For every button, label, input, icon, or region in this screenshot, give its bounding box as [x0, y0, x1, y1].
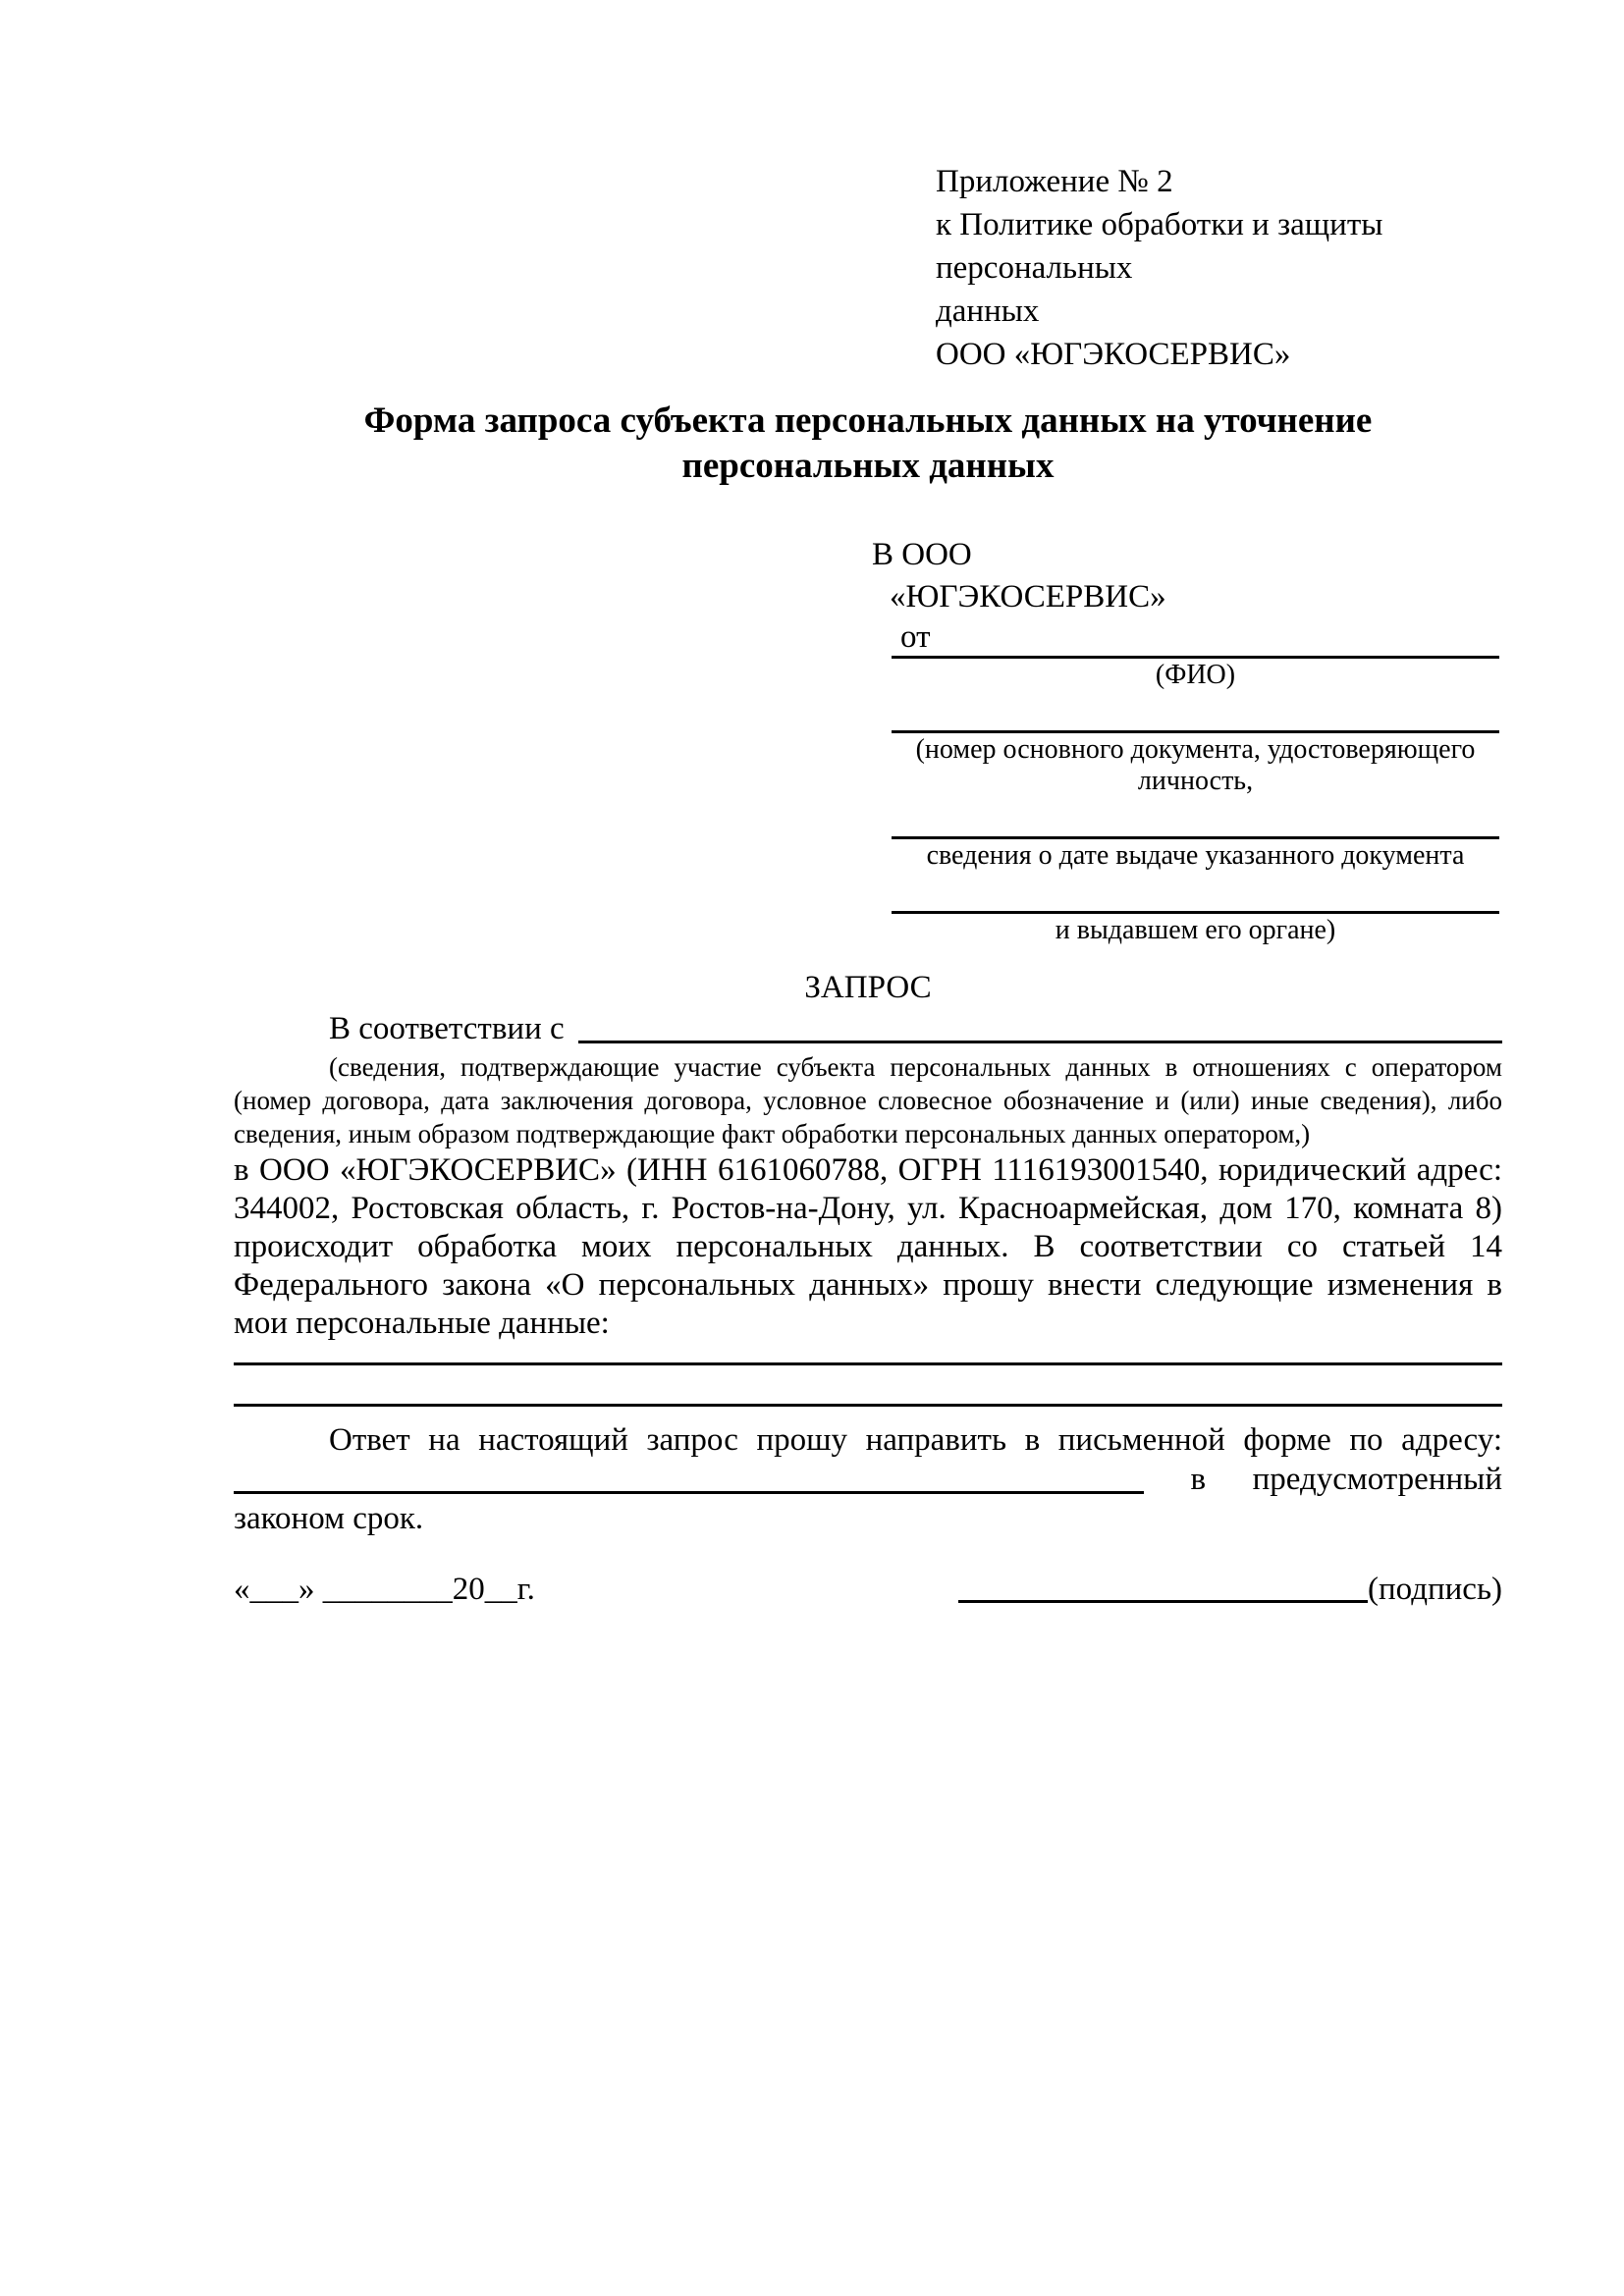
appendix-number-line: Приложение № 2 [936, 164, 1173, 199]
addressee-org: «ЮГЭКОСЕРВИС» [890, 579, 1166, 614]
operator-details-paragraph: в ООО «ЮГЭКОСЕРВИС» (ИНН 6161060788, ОГРН 1116193001540, юридический адрес: 344002, Ростовская область, г. Ростов-на-Дону, ул. Красноармейская, дом 170, комната 8) происходит обработка моих персональных данных. В соответствии со статьей 14 Федерального закона «О персональных данных» прошу внести следующие изменения в мои персональные данные: [234, 1152, 1502, 1341]
answer-request-line: Ответ на настоящий запрос прошу направить в письменной форме по адресу: [329, 1422, 1502, 1458]
policy-reference-line-2: данных [936, 294, 1040, 329]
fio-caption: (ФИО) [1155, 660, 1236, 690]
accordance-row [234, 1009, 1502, 1048]
document-number-caption: (номер основного документа, удостоверяющего личность, [915, 734, 1476, 796]
issuing-authority-blank [892, 911, 1499, 946]
signature-caption: (подпись) [1368, 1572, 1502, 1607]
answer-word-in: в [1190, 1462, 1207, 1497]
addressee-block [872, 534, 1502, 946]
address-blank-line [234, 1491, 1144, 1494]
appendix-header [936, 160, 1502, 376]
answer-address-row [234, 1460, 1502, 1499]
answer-word-stipulated: предусмотренный [1252, 1462, 1502, 1497]
request-heading: ЗАПРОС [804, 970, 932, 1005]
changes-blank-line-1 [234, 1362, 1502, 1365]
relationship-details-note: (сведения, подтверждающие участие субъекта персональных данных в отношениях с оператором (номер договора, дата заключения договора, условное словесное обозначение и (или) иные сведения), либо сведения, иным образом подтверждающие факт обработки персональных данных оператором,) [234, 1052, 1502, 1148]
fio-blank-line [892, 656, 1499, 659]
answer-deadline-line: законом срок. [234, 1501, 424, 1536]
footer-row [234, 1570, 1502, 1609]
changes-blank-line-2 [234, 1404, 1502, 1407]
addressee-from: от [900, 619, 931, 655]
document-number-blank-line [892, 730, 1499, 733]
signature-blank-line [958, 1600, 1368, 1603]
issue-date-blank-line [892, 836, 1499, 839]
document-number-blank [892, 730, 1499, 797]
accordance-prefix: В соответствии с [329, 1011, 565, 1046]
accordance-blank-line [578, 1041, 1502, 1043]
addressee-blanks [892, 656, 1499, 946]
issuing-authority-caption: и выдавшем его органе) [1055, 915, 1336, 945]
fio-blank [892, 656, 1499, 691]
issuing-authority-blank-line [892, 911, 1499, 914]
date-line: «___» ________20__г. [234, 1572, 535, 1607]
organization-name-line: ООО «ЮГЭКОСЕРВИС» [936, 337, 1291, 372]
issue-date-caption: сведения о дате выдаче указанного документа [926, 840, 1465, 871]
signature-group [958, 1570, 1502, 1609]
policy-reference-line: к Политике обработки и защиты персональных [936, 207, 1383, 286]
issue-date-blank [892, 836, 1499, 872]
addressee-to: В ООО [872, 537, 972, 572]
page-title: Форма запроса субъекта персональных данных на уточнение персональных данных [363, 400, 1373, 486]
